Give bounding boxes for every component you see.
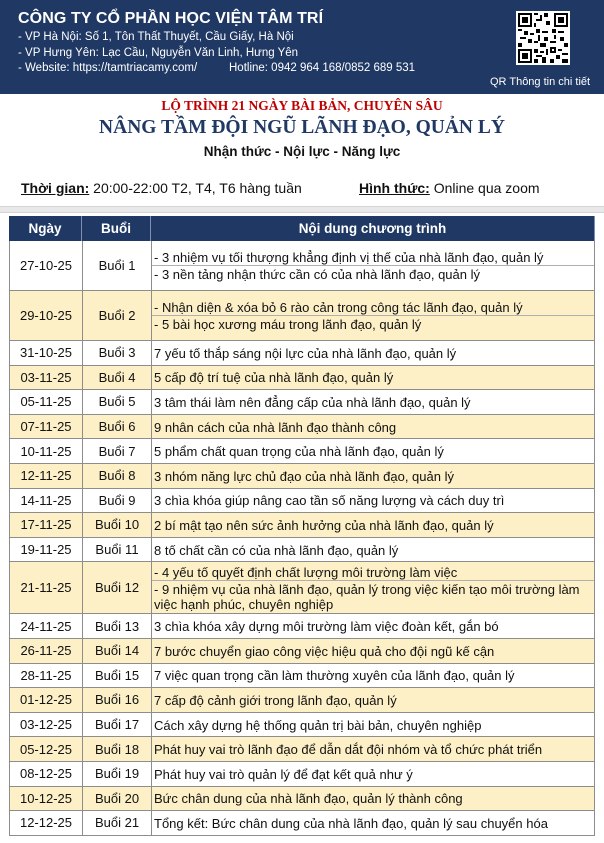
office-hanoi: - VP Hà Nội: Số 1, Tôn Thất Thuyết, Cầu Giấy, Hà Nội — [18, 31, 294, 43]
table-body — [9, 241, 595, 836]
content-line: 7 việc quan trọng cần làm thường xuyên của lãnh đạo, quản lý — [154, 668, 515, 684]
row-content — [151, 538, 595, 562]
row-session: Buổi 3 — [82, 341, 151, 365]
content-line: - 3 nhiệm vụ tối thượng khẳng định vị thế của nhà lãnh đạo, quản lý — [154, 250, 544, 265]
row-session: Buổi 14 — [82, 639, 151, 663]
row-content — [151, 464, 595, 488]
content-line: - 3 nền tảng nhận thức cần có của nhà lãnh đạo, quản lý — [152, 265, 594, 282]
table-row — [9, 241, 595, 291]
row-session: Buổi 13 — [82, 614, 151, 638]
format-label: Hình thức: — [359, 180, 430, 196]
table-row — [9, 341, 595, 366]
row-content — [151, 291, 595, 340]
table-row — [9, 562, 595, 614]
format-info — [359, 180, 540, 196]
content-line: - Nhận diện & xóa bỏ 6 rào cản trong công tác lãnh đạo, quản lý — [154, 300, 523, 315]
table-row — [9, 639, 595, 664]
row-date: 01-12-25 — [9, 688, 82, 712]
table-row — [9, 787, 595, 812]
row-session: Buổi 18 — [82, 737, 151, 761]
row-date: 12-11-25 — [9, 464, 82, 488]
row-date: 17-11-25 — [9, 513, 82, 537]
table-row — [9, 464, 595, 489]
content-line: 5 phẩm chất quan trọng của nhà lãnh đạo, quản lý — [154, 444, 444, 460]
row-session: Buổi 1 — [82, 241, 151, 290]
row-session: Buổi 7 — [82, 439, 151, 463]
row-content — [151, 562, 595, 613]
content-line: Phát huy vai trò quản lý để đạt kết quả như ý — [154, 766, 413, 782]
row-date: 03-12-25 — [9, 713, 82, 737]
row-date: 28-11-25 — [9, 664, 82, 688]
qr-caption: QR Thông tin chi tiết — [490, 76, 591, 88]
row-content — [151, 713, 595, 737]
table-row — [9, 614, 595, 639]
content-line: 5 cấp độ trí tuệ của nhà lãnh đạo, quản lý — [154, 370, 394, 386]
company-name: CÔNG TY CỔ PHẦN HỌC VIỆN TÂM TRÍ — [18, 10, 324, 27]
row-session: Buổi 5 — [82, 390, 151, 414]
tagline: Nhận thức - Nội lực - Năng lực — [203, 144, 401, 159]
table-header — [9, 216, 595, 241]
row-content — [151, 737, 595, 761]
table-row — [9, 489, 595, 514]
row-content — [151, 341, 595, 365]
table-row — [9, 688, 595, 713]
table-row — [9, 513, 595, 538]
row-content — [151, 489, 595, 513]
header-date: Ngày — [9, 216, 82, 241]
content-line: 8 tố chất cần có của nhà lãnh đạo, quản lý — [154, 542, 399, 558]
row-date: 05-11-25 — [9, 390, 82, 414]
row-content — [151, 390, 595, 414]
content-line: - 5 bài học xương máu trong lãnh đạo, quản lý — [152, 315, 594, 332]
time-info — [21, 180, 302, 196]
row-content — [151, 664, 595, 688]
row-date: 31-10-25 — [9, 341, 82, 365]
content-line: Tổng kết: Bức chân dung của nhà lãnh đạo, quản lý sau chuyển hóa — [154, 815, 548, 831]
row-session: Buổi 2 — [82, 291, 151, 340]
row-date: 26-11-25 — [9, 639, 82, 663]
row-date: 19-11-25 — [9, 538, 82, 562]
table-row — [9, 415, 595, 440]
row-session: Buổi 20 — [82, 787, 151, 811]
row-content — [151, 762, 595, 786]
row-date: 08-12-25 — [9, 762, 82, 786]
row-date: 29-10-25 — [9, 291, 82, 340]
qr-code-icon[interactable] — [516, 11, 570, 65]
content-line: 3 chìa khóa xây dựng môi trường làm việc đoàn kết, gắn bó — [154, 619, 499, 635]
row-content — [151, 787, 595, 811]
table-row — [9, 762, 595, 787]
content-line: 3 nhóm năng lực chủ đạo của nhà lãnh đạo, quản lý — [154, 468, 454, 484]
row-content — [151, 688, 595, 712]
row-content — [151, 513, 595, 537]
row-session: Buổi 11 — [82, 538, 151, 562]
row-content — [151, 439, 595, 463]
row-session: Buổi 6 — [82, 415, 151, 439]
row-session: Buổi 8 — [82, 464, 151, 488]
page-title: NÂNG TẦM ĐỘI NGŨ LÃNH ĐẠO, QUẢN LÝ — [99, 117, 505, 138]
company-header — [0, 0, 604, 94]
content-line: 9 nhân cách của nhà lãnh đạo thành công — [154, 419, 397, 435]
row-session: Buổi 15 — [82, 664, 151, 688]
row-date: 03-11-25 — [9, 366, 82, 390]
time-value: 20:00-22:00 T2, T4, T6 hàng tuần — [93, 180, 302, 196]
schedule-table — [9, 216, 595, 836]
row-date: 21-11-25 — [9, 562, 82, 613]
office-hungyen: - VP Hưng Yên: Lạc Cầu, Nguyễn Văn Linh, Hưng Yên — [18, 47, 299, 59]
content-line: 7 bước chuyển giao công việc hiệu quả cho đội ngũ kế cận — [154, 643, 495, 659]
row-content — [151, 415, 595, 439]
table-row — [9, 366, 595, 391]
row-session: Buổi 16 — [82, 688, 151, 712]
row-session: Buổi 4 — [82, 366, 151, 390]
row-content — [151, 811, 595, 835]
content-line: 7 yếu tố thắp sáng nội lực của nhà lãnh đạo, quản lý — [154, 345, 457, 361]
table-row — [9, 664, 595, 689]
header-session: Buổi — [82, 216, 151, 241]
content-line: Phát huy vai trò lãnh đạo để dẫn dắt đội nhóm và tổ chức phát triển — [154, 742, 543, 758]
content-line: 2 bí mật tạo nên sức ảnh hưởng của nhà lãnh đạo, quản lý — [154, 517, 494, 533]
content-line: - 4 yếu tố quyết định chất lượng môi trường làm việc — [154, 564, 458, 580]
format-value: Online qua zoom — [433, 180, 540, 196]
row-date: 10-11-25 — [9, 439, 82, 463]
row-session: Buổi 12 — [82, 562, 151, 613]
table-row — [9, 538, 595, 563]
row-date: 14-11-25 — [9, 489, 82, 513]
table-row — [9, 390, 595, 415]
row-content — [151, 639, 595, 663]
row-date: 07-11-25 — [9, 415, 82, 439]
row-date: 10-12-25 — [9, 787, 82, 811]
row-content — [151, 614, 595, 638]
table-row — [9, 737, 595, 762]
table-row — [9, 713, 595, 738]
table-row — [9, 291, 595, 341]
row-date: 05-12-25 — [9, 737, 82, 761]
website: - Website: https://tamtriacamy.com/ — [18, 62, 198, 74]
header-content: Nội dung chương trình — [151, 216, 595, 241]
content-line: Cách xây dựng hệ thống quản trị bài bản, chuyên nghiệp — [154, 717, 482, 733]
row-session: Buổi 21 — [82, 811, 151, 835]
route-subtitle: LỘ TRÌNH 21 NGÀY BÀI BẢN, CHUYÊN SÂU — [161, 98, 443, 113]
time-label: Thời gian: — [21, 180, 90, 196]
content-line: 7 cấp độ cảnh giới trong lãnh đạo, quản lý — [154, 692, 397, 708]
table-row — [9, 439, 595, 464]
content-line: 3 tâm thái làm nên đẳng cấp của nhà lãnh đạo, quản lý — [154, 394, 471, 410]
content-line: - 9 nhiệm vụ của nhà lãnh đạo, quản lý trong việc kiến tạo môi trường làm việc hạnh phúc, chuyên nghiệp — [152, 580, 594, 612]
content-line: 3 chìa khóa giúp nâng cao tần số năng lượng và cách duy trì — [154, 493, 505, 509]
table-row — [9, 811, 595, 836]
divider — [0, 206, 604, 213]
row-session: Buổi 10 — [82, 513, 151, 537]
row-content — [151, 366, 595, 390]
row-session: Buổi 19 — [82, 762, 151, 786]
row-date: 12-12-25 — [9, 811, 82, 835]
row-date: 27-10-25 — [9, 241, 82, 290]
content-line: Bức chân dung của nhà lãnh đạo, quản lý thành công — [154, 791, 463, 807]
row-session: Buổi 17 — [82, 713, 151, 737]
row-content — [151, 241, 595, 290]
row-date: 24-11-25 — [9, 614, 82, 638]
row-session: Buổi 9 — [82, 489, 151, 513]
hotline: Hotline: 0942 964 168/0852 689 531 — [229, 62, 416, 74]
